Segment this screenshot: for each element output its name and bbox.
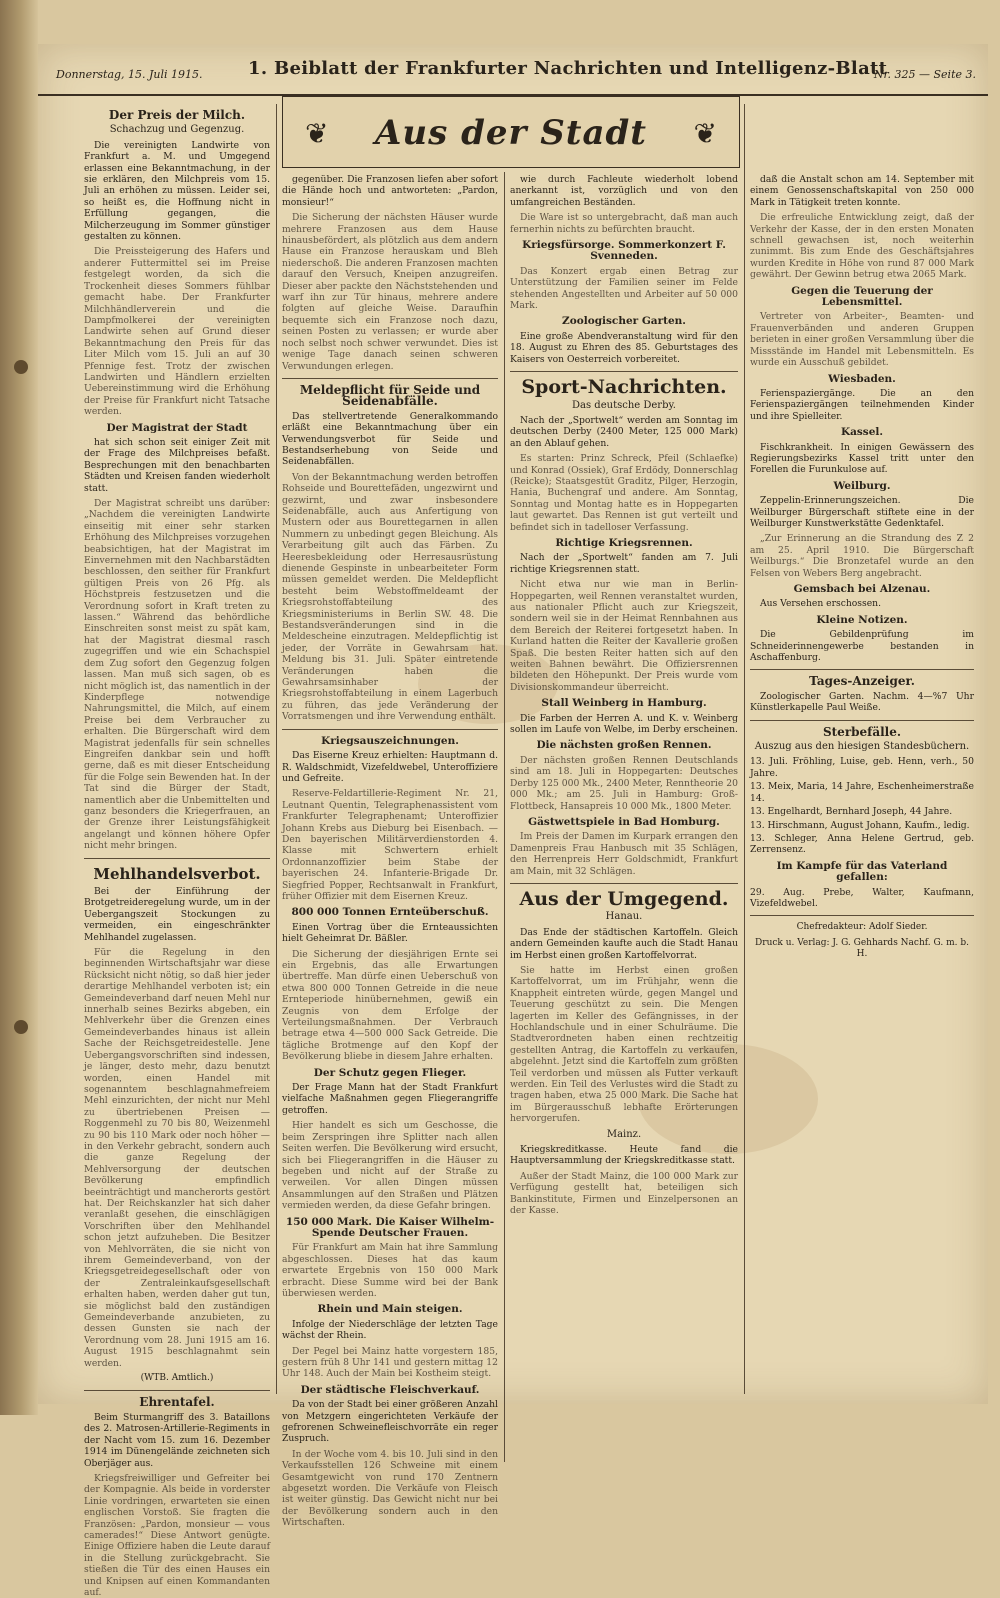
masthead-page: Nr. 325 — Seite 3. bbox=[873, 68, 976, 81]
list-item: 13. Schleger, Anna Helene Gertrud, geb. Zerrensenz. bbox=[750, 832, 974, 856]
list-item: 13. Engelhardt, Bernhard Joseph, 44 Jahre. bbox=[750, 806, 953, 818]
headline-deaths: Sterbefälle. bbox=[822, 724, 902, 739]
list-item: 13. Juli. Fröhling, Luise, geb. Henn, verh., 50 Jahre. bbox=[750, 756, 974, 779]
headline-harvest-surplus: 800 000 Tonnen Ernteüberschuß. bbox=[291, 906, 489, 919]
article-text: Die Sicherung der nächsten Häuser wurde mehrere Franzosen aus dem Hause hinausbefördert, als plötzlich aus dem andern Hause ein Franzose herauskam und Bleh niederschoß. Die anderen Franzosen machten darauf den Versuch, Kneipen anzugreifen. Dieser aber packte den Nächststehenden und warf ihn zur Tür hinaus, mehrere andere folgten auf gleiche Weise. Daraufhin bequemte sich ein Franzose noch dazu, seinen Posten zu verlassen; er wurde aber noch selbst noch schwer verwundet. Dies ist wenige Tage danach seinen schweren Verwundungen erlegen. bbox=[282, 212, 498, 372]
article-paragraph: Die vereinigten Landwirte von Frankfurt a. M. und Umgegend erlassen eine Bekanntmachung, in der sie erklären, den Milchpreis vom 15. Juli an erhöhen zu müssen. Leider sei, so heißt es, die Hoffnung nicht in Erfüllung gegangen, die Milcherzeugung im Sommer günstiger gestalten zu können. bbox=[84, 139, 270, 243]
headline-war-welfare: Kriegsfürsorge. Sommerkonzert F. Svenneden. bbox=[522, 239, 726, 263]
headline-next-races: Die nächsten großen Rennen. bbox=[536, 739, 712, 752]
article-text: In der Woche vom 4. bis 10. Juli sind in den Verkaufsstellen 126 Schweine mit einem Gesamtgewicht von rund 170 Zentnern abgesetzt worden. Die Verkäufe von Fleisch ist weiter günstig. Das Gewicht nicht nur bei der Bevölkerung sondern auch in den Wirtschaften. bbox=[282, 1448, 498, 1529]
article-text: Die Sicherung der diesjährigen Ernte sei ein Ergebnis, das alle Erwartungen übertreffe. Man dürfe einen Ueberschuß von etwa 800 000 Tonnen Getreide in die neue Ernteperiode hinübernehmen, gewiß ein Zeugnis von dem Erfolge der Verteilungsmaßnahmen. Der Verbrauch betrage etwa 4—500 000 Sack Getreide. Die tägliche Brotmenge auf den Kopf der Bevölkerung bliebe in diesem Jahre erhalten. bbox=[282, 948, 498, 1063]
masthead-title: 1. Beiblatt der Frankfurter Nachrichten und Intelligenz-Blatt bbox=[248, 58, 888, 79]
article-paragraph: Beim Sturmangriff des 3. Bataillons des 2. Matrosen-Artillerie-Regiments in der Nacht vom 15. zum 16. Dezember 1914 im Dünengelände zeichneten sich Oberjäger aus. bbox=[84, 1411, 270, 1469]
book-binding bbox=[0, 0, 38, 1415]
article-paragraph: Da von der Stadt bei einer größeren Anzahl von Metzgern eingerichteten Verkäufe der gefrorenen Schweinefleischvorräte ein reger Zuspruch. bbox=[282, 1399, 498, 1445]
headline-war-decorations: Kriegsauszeichnungen. bbox=[321, 734, 459, 747]
headline-city: Wiesbaden. bbox=[828, 372, 896, 385]
masthead-date: Donnerstag, 15. Juli 1915. bbox=[56, 68, 203, 81]
headline-city: Gemsbach bei Alzenau. bbox=[793, 583, 931, 595]
news-agency-credit: (WTB. Amtlich.) bbox=[140, 1373, 214, 1384]
headline-city: Kassel. bbox=[840, 426, 884, 439]
headline-city: Weilburg. bbox=[833, 479, 891, 492]
article-text: Von der Bekanntmachung werden betroffen Rohseide und Bourettefäden, ungezwirnt und gezwirnt, und zwar insbesondere Seidenabfälle, auch aus Anfertigung von Mustern oder aus Bourettegarnen in allen Nummern zu unbedingt gegen Bleichung. Als Verarbeitung gilt auch das Färben. Zu Heeresbekleidung oder Herresausrüstung dienende Gespinste in unbearbeiteter Form müssen gemeldet werden. Die Meldepflicht besteht beim Webstoffmeldeamt der Kriegsrohstoffabteilung des Kriegsministeriums in Berlin SW. 48. Die Bestandsveränderungen sind in die Meldescheine einzutragen. Meldepflichtig ist jeder, der Vorräte in Gewahrsam hat. Meldung bis 31. Juli. Später eintretende Veränderungen haben die Gewahrsamsinhaber der Kriegsrohstoffabteilung in einem Lagerbuch zu führen, das jede Veränderung der Vorratsmengen und ihre Verwendung enthält. bbox=[282, 471, 498, 723]
editor-credit: Chefredakteur: Adolf Sieder. bbox=[796, 922, 928, 933]
article-paragraph: daß die Anstalt schon am 14. September mit einem Genossenschaftskapital von 250 000 Mark in Tätigkeit treten konnte. bbox=[750, 174, 974, 208]
headline-golf: Gästwettspiele in Bad Homburg. bbox=[528, 815, 720, 828]
article-paragraph: Eine große Abendveranstaltung wird für den 18. August zu Ehren des 85. Geburtstages des Kaisers von Oesterreich vorbereitet. bbox=[510, 330, 738, 365]
article-text: Außer der Stadt Mainz, die 100 000 Mark zur Verfügung gestellt hat, beteiligen sich Bankinstitute, Firmen und Einzelpersonen an der Kasse. bbox=[510, 1170, 738, 1217]
article-paragraph: Das Ende der städtischen Kartoffeln. Gleich andern Gemeinden kaufte auch die Stadt Hanau im Herbst einen großen Kartoffelvorrat. bbox=[510, 926, 738, 961]
binding-hole bbox=[14, 360, 28, 374]
article-paragraph: Ferienspaziergänge. Die an den Ferienspaziergängen teilnehmenden Kinder und ihre Spielleiter. bbox=[750, 387, 974, 422]
article-paragraph: wie durch Fachleute wiederholt lobend anerkannt ist, vorzüglich und von den umfangreichen Beständen. bbox=[510, 174, 738, 208]
article-paragraph: Zeppelin-Erinnerungszeichen. Die Weilburger Bürgerschaft stiftete eine in der Weilburger Kunstwerkstätte Gedenktafel. bbox=[750, 495, 974, 529]
article-paragraph: Einen Vortrag über die Ernteaussichten hielt Geheimrat Dr. Bäßler. bbox=[282, 921, 498, 945]
article-paragraph: Nach der „Sportwelt“ fanden am 7. Juli richtige Kriegsrennen statt. bbox=[510, 552, 738, 575]
article-text: Reserve-Feldartillerie-Regiment Nr. 21, Leutnant Quentin, Telegraphenassistent vom Frankfurter Telegraphenamt; Unteroffizier Johann Krebs aus Dieburg bei Eisenbach. — Den bayerischen Militärverdienstorden 4. Klasse mit Schwertern erhielt Ordonnanzoffizier beim Stabe der bayerischen 24. Infanterie-Brigade Dr. Siegfried Popper, Rechtsanwalt in Frankfurt, früher Offizier mit dem Eisernen Kreuz. bbox=[282, 788, 498, 902]
headline-meat-sale: Der städtische Fleischverkauf. bbox=[300, 1383, 480, 1396]
article-text: Die Preissteigerung des Hafers und anderer Futtermittel sei im Preise festgelegt worden, da sich die Trockenheit dieses Sommers fühlbar gemacht habe. Der Frankfurter Milchhändlerverein und die Dampfmolkerei der vereinigten Landwirte sehen auf Grund dieser Bekanntmachung den Preis für das Liter Milch vom 15. Juli an auf 30 Pfennige fest. Trotz der zwischen Landwirten und Händlern erzielten Uebereinstimmung wird die Erhöhung der Preise für Frankfurt nicht Tatsache werden. bbox=[84, 246, 270, 418]
subheadline: Schachzug und Gegenzug. bbox=[109, 124, 245, 136]
article-paragraph: Der Frage Mann hat der Stadt Frankfurt vielfache Maßnahmen gegen Fliegerangriffe getroffen. bbox=[282, 1082, 498, 1116]
list-item: 29. Aug. Prebe, Walter, Kaufmann, Vizefeldwebel. bbox=[750, 886, 974, 909]
death-notice-list bbox=[750, 756, 974, 909]
article-paragraph: Infolge der Niederschläge der letzten Tage wächst der Rhein. bbox=[282, 1318, 498, 1342]
headline-zoo: Zoologischer Garten. bbox=[562, 315, 686, 328]
headline-stable: Stall Weinberg in Hamburg. bbox=[541, 697, 707, 710]
subheadline-town: Mainz. bbox=[606, 1128, 642, 1140]
section-title: Aus der Stadt bbox=[374, 113, 647, 153]
headline-war-races: Richtige Kriegsrennen. bbox=[555, 536, 693, 549]
divider bbox=[84, 858, 270, 859]
article-text: Im Preis der Damen im Kurpark errangen den Damenpreis Frau Hanbusch mit 35 Schlägen, den Herrenpreis Herr Goldschmidt, Frankfurt am Main, mit 32 Schlägen. bbox=[510, 831, 738, 877]
subheadline-town: Hanau. bbox=[605, 911, 643, 923]
column-3 bbox=[510, 174, 738, 1394]
divider bbox=[282, 378, 498, 379]
list-item: 13. Hirschmann, August Johann, Kaufm., ledig. bbox=[750, 819, 970, 831]
article-paragraph: Fischkrankheit. In einigen Gewässern des Regierungsbezirks Kassel tritt unter den Forellen die Furunkulose auf. bbox=[750, 441, 974, 476]
newspaper-page bbox=[38, 44, 988, 1598]
divider bbox=[282, 729, 498, 730]
article-paragraph: Bei der Einführung der Brotgetreideregelung wurde, um in der Uebergangszeit Stockungen zu vermeiden, ein eingeschränkter Mehlhandel zugelassen. bbox=[84, 886, 270, 943]
headline-roll-of-honor: Ehrentafel. bbox=[139, 1395, 215, 1410]
divider bbox=[750, 915, 974, 916]
article-paragraph: Das Eiserne Kreuz erhielten: Hauptmann d. R. Waldschmidt, Vizefeldwebel, Unteroffiziere und Gefreite. bbox=[282, 750, 498, 784]
article-paragraph: Die Farben der Herren A. und K. v. Weinberg sollen im Laufe von Welbe, im Derby erscheinen. bbox=[510, 712, 738, 736]
article-text: Der Pegel bei Mainz hatte vorgestern 185, gestern früh 8 Uhr 141 und gestern mittag 12 Uhr 148. Auch der Main bei Kostheim steigt. bbox=[282, 1345, 498, 1380]
headline-rhine-main: Rhein und Main steigen. bbox=[317, 1303, 463, 1316]
divider bbox=[750, 720, 974, 721]
column-2 bbox=[282, 174, 498, 1529]
subheadline: Auszug aus den hiesigen Standesbüchern. bbox=[754, 741, 970, 753]
headline-flour-ban: Mehlhandelsverbot. bbox=[93, 864, 261, 883]
list-item: 13. Meix, Maria, 14 Jahre, Eschenheimerstraße 14. bbox=[750, 781, 974, 804]
article-paragraph: gegenüber. Die Franzosen liefen aber sofort die Hände hoch und antworteten: „Pardon, monsieur!“ bbox=[282, 174, 498, 208]
article-text: Kriegsfreiwilliger und Gefreiter bei der Kompagnie. Als beide in vorderster Linie vordringen, erwarteten sie einen englischen Vorstoß. Sie fragten die Französen: „Pardon, monsieur — vous camerades!“ Diese Antwort genügte. Einige Offiziere haben die Leute darauf in die Stellung zurückgebracht. Sie stießen die Tür des einen Hauses ein und Knipsen auf einen Kommandanten auf. bbox=[84, 1472, 270, 1598]
column-4 bbox=[750, 174, 974, 1394]
column-rule bbox=[744, 104, 745, 1394]
column-1 bbox=[84, 104, 270, 1598]
article-text: Für die Regelung in den beginnenden Wirtschaftsjahr war diese Rücksicht nicht nötig, so daß hier jeder derartige Mehlhandel verboten ist; ein Gemeindeverband darf neuen Mehl nur innerhalb seines Bezirks abgeben, ein Mehlverkehr über die Grenzen eines Gemeindeverbandes hinaus ist allein Sache der Reichsgetreidestelle. Jene Uebergangsvorschriften sind indessen, je länger, desto mehr, dazu benutzt worden, einen Handel mit sogenanntem beschlagnahmefreiem Mehl einzurichten, der nicht nur Mehl zu übertriebenen Preisen — Roggenmehl zu 70 bis 80, Weizenmehl zu 90 bis 110 Mark oder noch höher — in den Verkehr gebracht, sondern auch die ganze Regelung der Mehlversorgung der deutschen Bevölkerung empfindlich beeinträchtigt und mancherorts gestört hat. Der Reichskanzler hat sich daher veranlaßt gesehen, die einschlägigen Vorschriften über den Mehlhandel schon jetzt aufzuheben. Die Besitzer von Mehlvorräten, die sie nicht von ihrem Gemeindeverband, von der Kriegsgetreidegesellschaft oder von der Zentraleinkaufsgesellschaft erhalten haben, werden daher gut tun, sie möglichst bald den zuständigen Gemeindeverbande anzubieten, zu dessen Gunsten sie nach der Verordnung vom 28. Juni 1915 am 16. August 1915 beschlagnahmt sein werden. bbox=[84, 947, 270, 1369]
article-text: Die erfreuliche Entwicklung zeigt, daß der Verkehr der Kasse, der in den ersten Monaten schnell gewachsen ist, noch weiterhin zunimmt. Bis zum Ende des Geschäftsjahres wurden Kredite in Höhe von rund 87 000 Mark gewährt. Der Gewinn betrug etwa 2065 Mark. bbox=[750, 212, 974, 281]
ornament-icon: ❦ bbox=[693, 117, 717, 150]
article-paragraph: Zoologischer Garten. Nachm. 4—%7 Uhr Künstlerkapelle Paul Weiße. bbox=[750, 690, 974, 714]
headline-donation: 150 000 Mark. Die Kaiser Wilhelm-Spende Deutscher Frauen. bbox=[285, 1215, 495, 1239]
article-paragraph: Die Gebildenprüfung im Schneiderinnengewerbe bestanden in Aschaffenburg. bbox=[750, 629, 974, 664]
headline-milk-price: Der Preis der Milch. bbox=[108, 108, 246, 122]
column-rule bbox=[504, 172, 505, 1462]
publisher-credit: Druck u. Verlag: J. G. Gehhards Nachf. G. m. b. H. bbox=[755, 937, 969, 960]
column-rule bbox=[276, 104, 277, 1394]
divider bbox=[84, 1390, 270, 1391]
article-text: Für Frankfurt am Main hat ihre Sammlung abgeschlossen. Dieses hat das kaum erwartete Ergebnis von 150 000 Mark erbracht. Diese Summe wird bei der Bank überwiesen werden. bbox=[282, 1242, 498, 1299]
headline-sports: Sport-Nachrichten. bbox=[521, 376, 727, 399]
article-text: Sie hatte im Herbst einen großen Kartoffelvorrat, um im Frühjahr, wenn die Knappheit eintreten würde, gegen Mangel und Teuerung geschützt zu sein. Die Mengen lagerten im Keller des Gefängnisses, in der Hochlandschule und in einer Schulräume. Die Stadtverordneten haben einen rechtzeitig gestellten Antrag, die Kartoffeln zu verkaufen, abgelehnt. Jetzt sind die Kartoffeln zum größten Teil verdorben und müssen als Futter verkauft werden. Ein Teil des Verlustes wird die Stadt zu tragen haben, etwa 25 000 Mark. Die Sache hat im Bürgerausschuß lebhafte Erörterungen hervorgerufen. bbox=[510, 964, 738, 1125]
headline-surroundings: Aus der Umgegend. bbox=[519, 887, 729, 910]
article-text: Hier handelt es sich um Geschosse, die beim Zerspringen ihre Splitter nach allen Seiten werfen. Die Bevölkerung wird ersucht, sich bei Fliegerangriffen in die Häuser zu begeben und nicht auf der Straße zu verweilen. Vor allen Dingen müssen Ansammlungen auf den Straßen und Plätzen vermieden werden, da diese Gefahr bringen. bbox=[282, 1120, 498, 1212]
article-text: Vertreter von Arbeiter-, Beamten- und Frauenverbänden und anderen Gruppen berieten in einer großen Versammlung über die Missstände im Handel mit Lebensmitteln. Es wurde ein Ausschuß gebildet. bbox=[750, 311, 974, 369]
divider bbox=[510, 883, 738, 884]
masthead bbox=[38, 54, 988, 96]
headline-notes: Kleine Notizen. bbox=[816, 613, 908, 626]
article-paragraph: hat sich schon seit einiger Zeit mit der Frage des Milchpreises befaßt. Besprechungen mit den benachbarten Städten und Kreisen fanden wiederholt statt. bbox=[84, 436, 270, 494]
article-paragraph: Das stellvertretende Generalkommando erläßt eine Bekanntmachung über ein Verwendungsverbot für Seide und Bestandserhebung von Seide und Seidenabfällen. bbox=[282, 410, 498, 468]
ornament-icon: ❦ bbox=[305, 117, 329, 150]
article-text: Nicht etwa nur wie man in Berlin-Hoppegarten, weil Rennen veranstaltet wurden, aus nationaler Pflicht auch zur Kriegszeit, sondern weil sie in der Heimat Rennbahnen aus dem Bereich der Reiterei fortgesetzt haben. In Kurland hatten die Reiter der Kavallerie großen Spaß. Die besten Reiter hatten sich auf den weiten Bahnen bewährt. Die Offiziersrennen bildeten den Höhepunkt. Der Preis wurde vom Divisionskommandeur überreicht. bbox=[510, 579, 738, 693]
section-banner bbox=[282, 96, 740, 168]
headline-silk-reporting: Meldepflicht für Seide und Seidenabfälle. bbox=[299, 382, 481, 409]
divider bbox=[510, 371, 738, 372]
article-text: Die Ware ist so untergebracht, daß man auch fernerhin nichts zu befürchten braucht. bbox=[510, 212, 738, 235]
headline-magistrate: Der Magistrat der Stadt bbox=[106, 421, 248, 434]
article-text: Der nächsten großen Rennen Deutschlands sind am 18. Juli in Hoppegarten: Deutsches Derby 125 000 Mk., 2400 Meter, Renntheorie 20 000 Mk.; am 25. Juli in Hamburg: Groß-Flottbeck, Hansapreis 10 000 Mk., 1800 Meter. bbox=[510, 754, 738, 812]
headline-daily-events: Tages-Anzeiger. bbox=[809, 674, 915, 689]
article-text: Der Magistrat schreibt uns darüber: „Nachdem die vereinigten Landwirte einseitig mit einer sehr starken Erhöhung des Milchpreises vorzugehen beabsichtigen, hat der Magistrat im Einvernehmen mit den Nachbarstädten beschlossen, den seither für Frankfurt gültigen Preis von 26 Pfg. als Höchstpreis festzusetzen und die Verordnung sofort in Kraft treten zu lassen.“ Während das behördliche Einschreiten sonst meist zu spät kam, hat der Magistrat diesmal rasch zugegriffen und wie ein Schachspiel dem Zug sofort den Gegenzug folgen lassen. Man muß sich sagen, ob es nicht möglich ist, das namentlich in der Kinderpflege notwendige Nahrungsmittel, die Milch, auf einem Preise bei dem Verbraucher zu erhalten. Die Bürgerschaft wird dem Magistrat jedenfalls für sein schnelles Eingreifen dankbar sein und hofft gerne, daß es mit dieser Entscheidung für die Folge sein Bewenden hat. In der Tat sind die Bürger der Stadt, namentlich aber die Unbemittelten und ganz besonders die Kriegerfrauen, an der Grenze ihrer Leistungsfähigkeit angelangt und können höhere Opfer nicht mehr bringen. bbox=[84, 498, 270, 852]
article-text: „Zur Erinnerung an die Strandung des Z 2 am 25. April 1910. Die Bürgerschaft Weilburgs.“ Die Bronzetafel wurde an den Felsen von Webers Berg angebracht. bbox=[750, 533, 974, 579]
article-paragraph: Aus Versehen erschossen. bbox=[760, 598, 881, 610]
article-paragraph: Kriegskreditkasse. Heute fand die Hauptversammlung der Kriegskreditkasse statt. bbox=[510, 1144, 738, 1167]
subheadline: Das deutsche Derby. bbox=[572, 399, 676, 411]
headline-inflation: Gegen die Teuerung der Lebensmittel. bbox=[791, 284, 933, 309]
binding-hole bbox=[14, 1020, 28, 1034]
headline-air-defense: Der Schutz gegen Flieger. bbox=[313, 1066, 467, 1079]
article-text: Es starten: Prinz Schreck, Pfeil (Schlaefke) und Konrad (Ossiek), Graf Erdödy, Donnerschlag (Reicke); Staatsgestüt Graditz, Pilger, Herzogin, Hania, Buchengraf und andere. Am Sonntag, Sonntag und Montag hatte es in Hoppegarten laut gewartet. Das Rennen ist gut verteilt und befindet sich in tadelloser Verfassung. bbox=[510, 453, 738, 533]
divider bbox=[750, 669, 974, 670]
article-paragraph: Nach der „Sportwelt“ werden am Sonntag im deutschen Derby (2400 Meter, 125 000 Mark) an den Ablauf gehen. bbox=[510, 414, 738, 449]
article-text: Das Konzert ergab einen Betrag zur Unterstützung der Familien seiner im Felde stehenden Angestellten und Arbeiter auf 50 000 Mark. bbox=[510, 265, 738, 312]
headline-fallen: Im Kampfe für das Vaterland gefallen: bbox=[776, 859, 948, 884]
